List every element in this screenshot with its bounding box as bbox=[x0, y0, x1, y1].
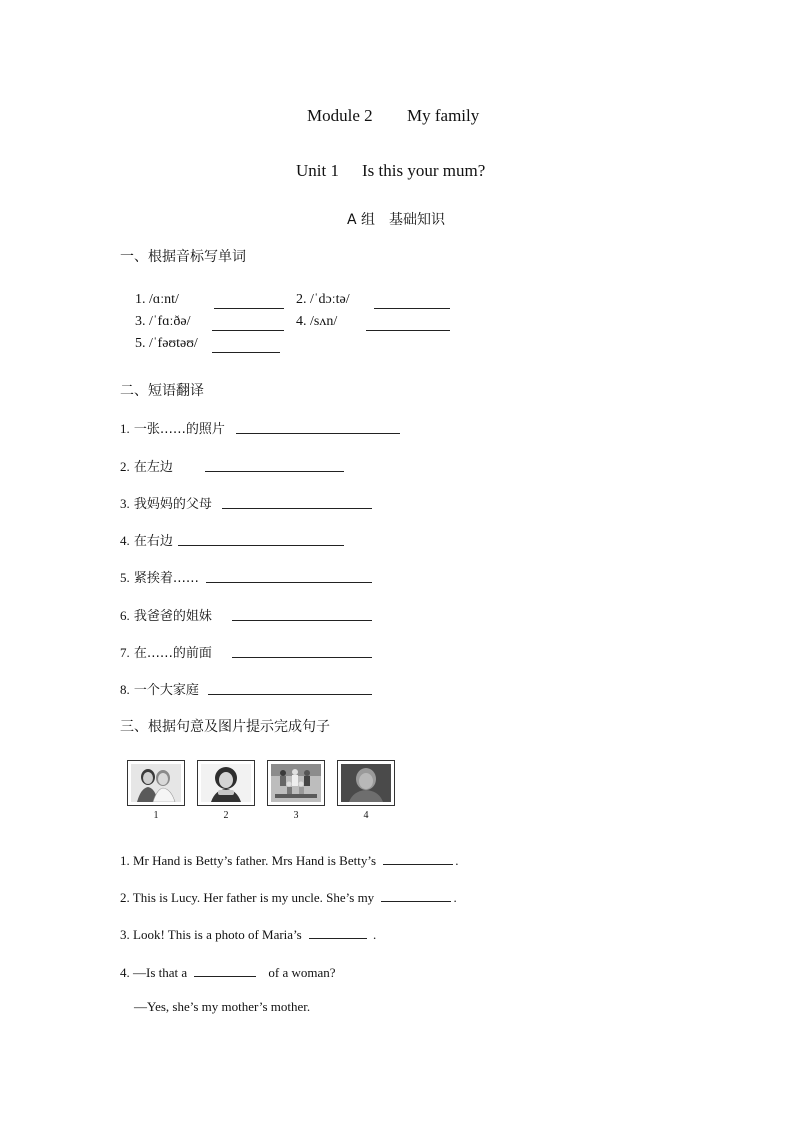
answer-blank-4[interactable] bbox=[366, 316, 450, 336]
phrase-item-7: 7. 在……的前面 bbox=[120, 645, 212, 661]
photo-caption-1: 1 bbox=[153, 810, 159, 821]
module-title: My family bbox=[407, 106, 480, 125]
group-label: A 组 基础知识 bbox=[347, 212, 446, 228]
sentence-1: 1. Mr Hand is Betty’s father. Mrs Hand is Betty’s . bbox=[120, 850, 459, 869]
couple-image-icon bbox=[131, 764, 181, 802]
phrase-item-5: 5. 紧挨着…… bbox=[120, 570, 199, 586]
sentence-4-blank[interactable] bbox=[194, 962, 256, 977]
section1-heading: 一、根据音标写单词 bbox=[120, 249, 246, 265]
phrase-blank-8[interactable] bbox=[208, 680, 372, 700]
sentence-1-blank[interactable] bbox=[383, 850, 453, 865]
phonetic-item-5: 5. /ˈfəʊtəʊ/ bbox=[135, 336, 198, 351]
module-label: Module 2 bbox=[307, 106, 373, 125]
photo-caption-3: 3 bbox=[293, 810, 299, 821]
phrase-item-8: 8. 一个大家庭 bbox=[120, 682, 199, 698]
photo-caption-4: 4 bbox=[363, 810, 369, 821]
phrase-item-3: 3. 我妈妈的父母 bbox=[120, 496, 212, 512]
answer-blank-2[interactable] bbox=[374, 294, 450, 314]
photo-family bbox=[267, 760, 325, 806]
phrase-blank-6[interactable] bbox=[232, 606, 372, 626]
section2-heading: 二、短语翻译 bbox=[120, 383, 204, 399]
phrase-item-1: 1. 一张……的照片 bbox=[120, 421, 225, 437]
photo-caption-2: 2 bbox=[223, 810, 229, 821]
sentence-2: 2. This is Lucy. Her father is my uncle. She’s my . bbox=[120, 887, 457, 906]
phrase-blank-4[interactable] bbox=[178, 531, 344, 551]
photo-grandmother bbox=[337, 760, 395, 806]
photo-couple bbox=[127, 760, 185, 806]
unit-title: Is this your mum? bbox=[362, 161, 486, 180]
phrase-item-6: 6. 我爸爸的姐妹 bbox=[120, 608, 212, 624]
grandmother-image-icon bbox=[341, 764, 391, 802]
section3-heading: 三、根据句意及图片提示完成句子 bbox=[120, 719, 330, 735]
sentence-4: 4. —Is that a of a woman? bbox=[120, 962, 336, 981]
sentence-2-blank[interactable] bbox=[381, 887, 451, 902]
girl-image-icon bbox=[201, 764, 251, 802]
sentence-3-blank[interactable] bbox=[309, 924, 367, 939]
phrase-blank-3[interactable] bbox=[222, 494, 372, 514]
unit-label: Unit 1 bbox=[296, 161, 339, 180]
answer-blank-1[interactable] bbox=[214, 294, 284, 314]
phonetic-item-2: 2. /ˈdɔːtə/ bbox=[296, 292, 350, 307]
phrase-blank-1[interactable] bbox=[236, 419, 400, 439]
phrase-blank-7[interactable] bbox=[232, 643, 372, 663]
sentence-4-answer: —Yes, she’s my mother’s mother. bbox=[134, 999, 311, 1014]
phrase-item-2: 2. 在左边 bbox=[120, 459, 173, 475]
answer-blank-3[interactable] bbox=[212, 316, 284, 336]
phrase-blank-2[interactable] bbox=[205, 457, 344, 477]
answer-blank-5[interactable] bbox=[212, 338, 280, 358]
phonetic-item-3: 3. /ˈfɑːðə/ bbox=[135, 314, 191, 329]
phonetic-item-4: 4. /sʌn/ bbox=[296, 314, 338, 329]
phonetic-item-1: 1. /ɑːnt/ bbox=[135, 292, 179, 307]
phrase-item-4: 4. 在右边 bbox=[120, 533, 173, 549]
photo-girl bbox=[197, 760, 255, 806]
phrase-blank-5[interactable] bbox=[206, 568, 372, 588]
family-image-icon bbox=[271, 764, 321, 802]
sentence-3: 3. Look! This is a photo of Maria’s . bbox=[120, 924, 376, 943]
